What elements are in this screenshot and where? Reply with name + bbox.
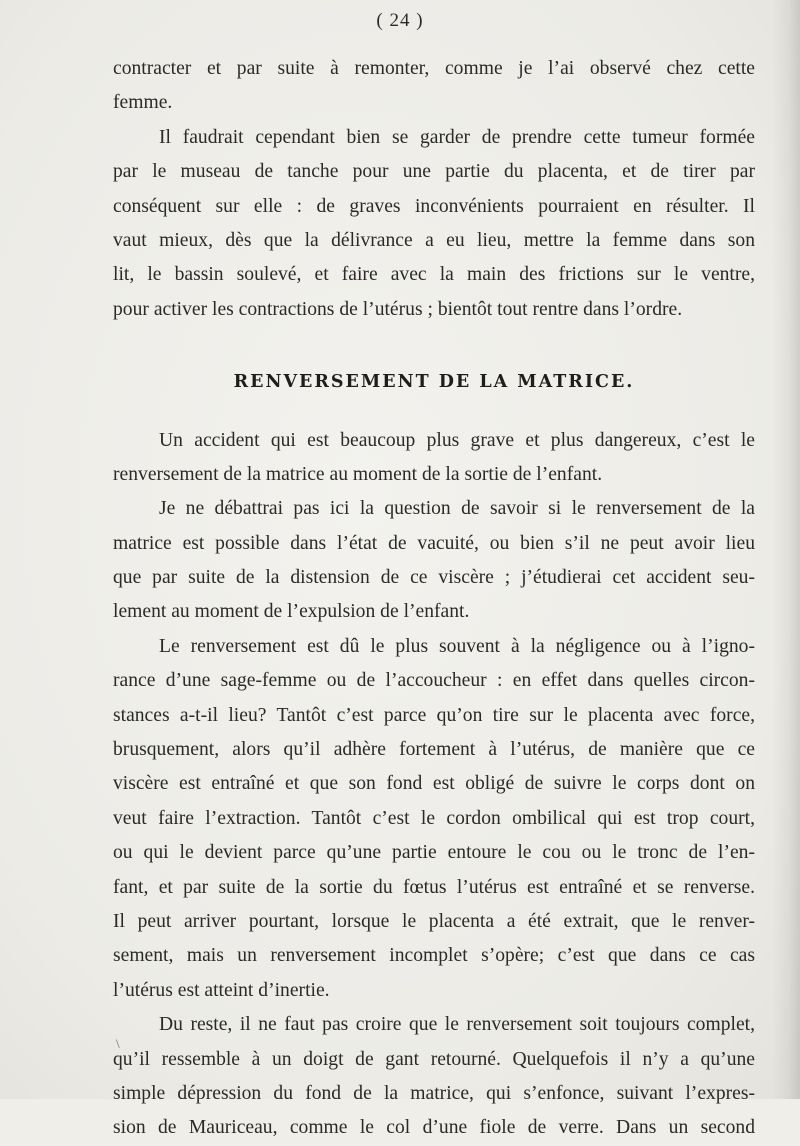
text-line: par le museau de tanche pour une partie du placenta, et de tirer par bbox=[113, 161, 755, 183]
text-line: pour activer les contractions de l’utérus ; bientôt tout rentre dans l’ordre. bbox=[113, 298, 683, 320]
page-edge-shadow bbox=[772, 0, 800, 1099]
text-line: sement, mais un renversement incomplet s’opère; c’est que dans ce cas bbox=[113, 945, 755, 967]
text-line: veut faire l’extraction. Tantôt c’est le cordon ombilical qui est trop court, bbox=[113, 807, 755, 829]
body-text bbox=[113, 52, 755, 1146]
paragraph bbox=[113, 1008, 755, 1146]
text-line: conséquent sur elle : de graves inconvénients pourraient en résulter. Il bbox=[113, 195, 755, 217]
paragraph bbox=[113, 121, 755, 327]
text-line: Le renversement est dû le plus souvent à la négligence ou à l’igno- bbox=[159, 635, 755, 657]
paragraph bbox=[113, 424, 755, 493]
text-line: Je ne débattrai pas ici la question de savoir si le renversement de la bbox=[159, 498, 755, 520]
text-line: matrice est possible dans l’état de vacuité, ou bien s’il ne peut avoir lieu bbox=[113, 532, 755, 554]
page-number: ( 24 ) bbox=[376, 10, 424, 31]
text-line: l’utérus est atteint d’inertie. bbox=[113, 979, 330, 1001]
section-heading: RENVERSEMENT DE LA MATRICE. bbox=[233, 372, 635, 393]
text-line: sion de Mauriceau, comme le col d’une fiole de verre. Dans un second bbox=[113, 1117, 755, 1139]
section-before-heading bbox=[113, 52, 755, 327]
text-line: Un accident qui est beaucoup plus grave et plus dangereux, c’est le bbox=[159, 429, 755, 451]
text-line: stances a-t-il lieu? Tantôt c’est parce qu’on tire sur le placenta avec force, bbox=[113, 704, 755, 726]
section-after-heading bbox=[113, 424, 755, 1146]
text-line: simple dépression du fond de la matrice, qui s’enfonce, suivant l’expres- bbox=[113, 1082, 755, 1104]
text-line: lit, le bassin soulevé, et faire avec la main des frictions sur le ventre, bbox=[113, 264, 755, 286]
text-line: renversement de la matrice au moment de la sortie de l’enfant. bbox=[113, 463, 603, 485]
text-line: brusquement, alors qu’il adhère fortement à l’utérus, de manière que ce bbox=[113, 739, 755, 761]
paragraph bbox=[113, 52, 755, 121]
text-line: Il faudrait cependant bien se garder de prendre cette tumeur formée bbox=[159, 126, 755, 148]
text-line: fant, et par suite de la sortie du fœtus l’utérus est entraîné et se renverse. bbox=[113, 876, 755, 898]
text-line: rance d’une sage-femme ou de l’accoucheur : en effet dans quelles circon- bbox=[113, 670, 755, 692]
text-line: qu’il ressemble à un doigt de gant retourné. Quelquefois il n’y a qu’une bbox=[113, 1048, 755, 1070]
paragraph bbox=[113, 492, 755, 630]
text-line: vaut mieux, dès que la délivrance a eu lieu, mettre la femme dans son bbox=[113, 229, 755, 251]
text-line: Du reste, il ne faut pas croire que le renversement soit toujours complet, bbox=[159, 1014, 755, 1036]
printer-mark: \ bbox=[116, 1036, 120, 1051]
text-line: lement au moment de l’expulsion de l’enfant. bbox=[113, 601, 470, 623]
text-line: Il peut arriver pourtant, lorsque le placenta a été extrait, que le renver- bbox=[113, 910, 755, 932]
text-line: femme. bbox=[113, 92, 173, 114]
text-line: que par suite de la distension de ce viscère ; j’étudierai cet accident seu- bbox=[113, 567, 755, 589]
paragraph bbox=[113, 630, 755, 1008]
text-line: ou qui le devient parce qu’une partie entoure le cou ou le tronc de l’en- bbox=[113, 842, 755, 864]
text-line: viscère est entraîné et que son fond est obligé de suivre le corps dont on bbox=[113, 773, 755, 795]
text-line: contracter et par suite à remonter, comme je l’ai observé chez cette bbox=[113, 58, 755, 79]
